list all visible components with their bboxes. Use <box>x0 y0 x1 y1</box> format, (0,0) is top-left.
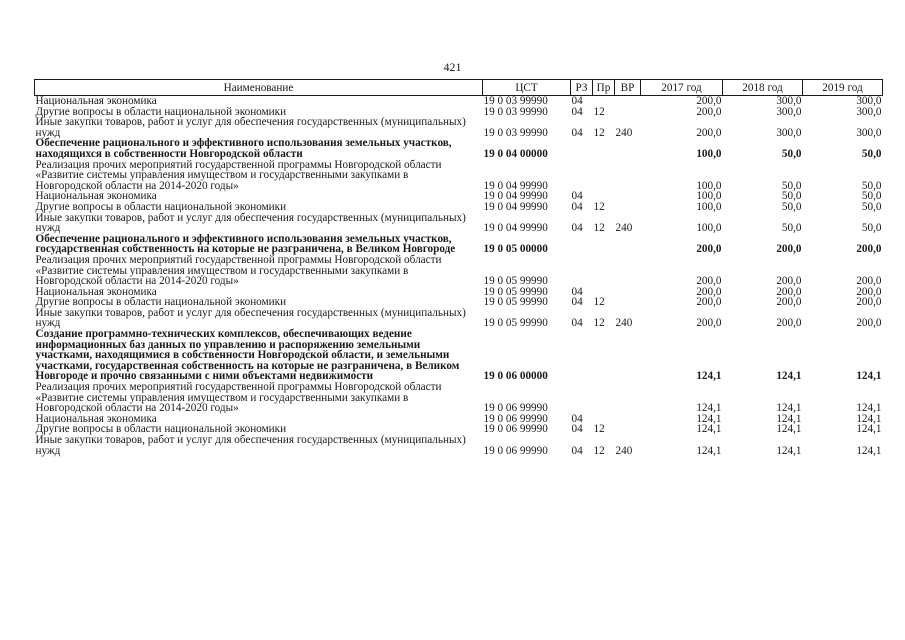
cell-2018: 50,0 <box>781 147 802 160</box>
cell-cst: 19 0 05 99990 <box>483 275 548 288</box>
cell-pr: 12 <box>593 200 605 213</box>
table-header-row <box>35 80 883 96</box>
cell-2018: 124,1 <box>776 402 802 415</box>
cell-2017: 200,0 <box>696 317 722 330</box>
cell-name: Реализация прочих мероприятий государственной программы Новгородской области «Развитие системы управления имуществом и государственными закупками в Новгородской области на 2014-2020 годы» <box>35 158 442 192</box>
cell-2018: 200,0 <box>776 317 802 330</box>
cell-name: Иные закупки товаров, работ и услуг для обеспечения государственных (муниципальных) нужд <box>35 306 466 330</box>
cell-rz <box>571 234 593 255</box>
cell-rz <box>571 255 593 287</box>
cell-name: Иные закупки товаров, работ и услуг для обеспечения государственных (муниципальных) нужд <box>35 434 466 457</box>
cell-vr <box>615 329 641 382</box>
cell-2018: 300,0 <box>776 105 802 118</box>
cell-2019: 200,0 <box>856 243 882 256</box>
cell-cst: 19 0 03 99990 <box>483 126 548 139</box>
cell-rz <box>571 382 593 414</box>
cell-2019: 124,1 <box>856 402 882 415</box>
cell-cst: 19 0 04 99990 <box>483 179 548 192</box>
cell-cst: 19 0 05 00000 <box>483 243 548 256</box>
cell-2018: 124,1 <box>776 444 802 457</box>
cell-2019: 124,1 <box>856 412 882 425</box>
cell-2019: 300,0 <box>856 126 882 139</box>
cell-name: Реализация прочих мероприятий государственной программы Новгородской области «Развитие системы управления имуществом и государственными закупками в Новгородской области на 2014-2020 годы» <box>35 381 442 415</box>
cell-2019: 50,0 <box>861 200 882 213</box>
cell-2018: 200,0 <box>776 275 802 288</box>
header-2018: 2018 год <box>723 80 803 96</box>
cell-2019: 50,0 <box>861 222 882 235</box>
cell-rz: 04 <box>571 423 583 436</box>
cell-2019: 200,0 <box>856 285 882 298</box>
cell-cst: 19 0 06 99990 <box>483 402 548 415</box>
cell-name: Национальная экономика <box>35 412 157 425</box>
cell-2018: 50,0 <box>781 222 802 235</box>
cell-2017: 200,0 <box>696 275 722 288</box>
cell-name: Иные закупки товаров, работ и услуг для обеспечения государственных (муниципальных) нужд <box>35 211 466 235</box>
header-vr: ВР <box>615 80 641 96</box>
cell-vr: 240 <box>615 222 633 235</box>
cell-2017: 124,1 <box>696 412 722 425</box>
cell-rz: 04 <box>571 200 583 213</box>
cell-rz <box>571 329 593 382</box>
cell-2017: 200,0 <box>696 105 722 118</box>
cell-2017: 100,0 <box>696 179 722 192</box>
cell-2017: 100,0 <box>696 190 722 203</box>
cell-2018: 300,0 <box>776 95 802 107</box>
cell-vr <box>615 234 641 255</box>
cell-2017: 200,0 <box>696 126 722 139</box>
cell-pr <box>593 96 615 107</box>
cell-cst: 19 0 04 99990 <box>483 222 548 235</box>
table-body <box>35 96 883 457</box>
cell-cst: 19 0 03 99990 <box>483 95 548 107</box>
cell-name: Обеспечение рационального и эффективного использования земельных участков, государственная собственность на которые не разграничена, в Великом Новгороде <box>35 232 456 256</box>
header-2017: 2017 год <box>641 80 723 96</box>
table-row <box>35 435 883 456</box>
cell-2019: 124,1 <box>856 423 882 436</box>
cell-2018: 124,1 <box>776 423 802 436</box>
cell-pr: 12 <box>593 317 605 330</box>
cell-pr: 12 <box>593 105 605 118</box>
cell-vr <box>615 382 641 414</box>
cell-rz: 04 <box>571 222 583 235</box>
cell-pr: 12 <box>593 444 605 457</box>
cell-vr <box>615 414 641 425</box>
cell-vr <box>615 202 641 213</box>
table-row <box>35 329 883 382</box>
cell-2018: 50,0 <box>781 179 802 192</box>
cell-2017: 124,1 <box>696 444 722 457</box>
table-row <box>35 160 883 192</box>
header-cst: ЦСТ <box>483 80 571 96</box>
cell-cst: 19 0 06 99990 <box>483 412 548 425</box>
cell-2018: 50,0 <box>781 190 802 203</box>
cell-2017: 100,0 <box>696 222 722 235</box>
cell-vr <box>615 160 641 192</box>
cell-pr <box>593 138 615 159</box>
cell-2017: 124,1 <box>696 423 722 436</box>
cell-2019: 124,1 <box>856 370 882 383</box>
cell-vr <box>615 287 641 298</box>
cell-2017: 200,0 <box>696 285 722 298</box>
cell-pr <box>593 329 615 382</box>
cell-name: Обеспечение рационального и эффективного использования земельных участков, находящихся в собственности Новгородской области <box>35 137 452 160</box>
cell-rz: 04 <box>571 285 583 298</box>
cell-pr: 12 <box>593 126 605 139</box>
header-2019: 2019 год <box>803 80 883 96</box>
cell-rz: 04 <box>571 317 583 330</box>
cell-name: Другие вопросы в области национальной экономики <box>35 105 287 118</box>
cell-rz: 04 <box>571 296 583 309</box>
cell-2017: 200,0 <box>696 95 722 107</box>
cell-cst: 19 0 05 99990 <box>483 285 548 298</box>
cell-vr <box>615 138 641 159</box>
cell-cst: 19 0 04 99990 <box>483 190 548 203</box>
cell-name: Другие вопросы в области национальной экономики <box>35 200 287 213</box>
cell-2019: 50,0 <box>861 147 882 160</box>
cell-cst: 19 0 04 00000 <box>483 147 548 160</box>
cell-cst: 19 0 06 99990 <box>483 444 548 457</box>
cell-2017: 124,1 <box>696 370 722 383</box>
cell-vr: 240 <box>615 444 633 457</box>
cell-2018: 200,0 <box>776 285 802 298</box>
cell-2019: 300,0 <box>856 95 882 107</box>
cell-2019: 50,0 <box>861 179 882 192</box>
cell-2018: 200,0 <box>776 243 802 256</box>
cell-rz <box>571 160 593 192</box>
cell-name: Другие вопросы в области национальной экономики <box>35 423 287 436</box>
cell-rz: 04 <box>571 105 583 118</box>
table-row <box>35 117 883 138</box>
cell-cst: 19 0 03 99990 <box>483 105 548 118</box>
cell-vr <box>615 96 641 107</box>
table-row <box>35 308 883 329</box>
cell-vr <box>615 297 641 308</box>
cell-pr <box>593 160 615 192</box>
cell-2018: 200,0 <box>776 296 802 309</box>
cell-vr <box>615 191 641 202</box>
cell-pr <box>593 234 615 255</box>
cell-rz: 04 <box>571 444 583 457</box>
cell-2017: 100,0 <box>696 200 722 213</box>
cell-cst: 19 0 05 99990 <box>483 296 548 309</box>
budget-table <box>34 79 883 456</box>
cell-cst: 19 0 04 99990 <box>483 200 548 213</box>
cell-name: Иные закупки товаров, работ и услуг для обеспечения государственных (муниципальных) нужд <box>35 116 466 139</box>
table-row <box>35 213 883 234</box>
cell-rz <box>571 138 593 159</box>
cell-name: Национальная экономика <box>35 190 157 203</box>
table-row <box>35 138 883 159</box>
cell-cst: 19 0 05 99990 <box>483 317 548 330</box>
cell-2019: 300,0 <box>856 105 882 118</box>
header-rz: РЗ <box>571 80 593 96</box>
cell-2017: 100,0 <box>696 147 722 160</box>
cell-cst: 19 0 06 00000 <box>483 370 548 383</box>
page-number: 421 <box>443 60 462 74</box>
cell-vr: 240 <box>615 126 633 139</box>
table-row <box>35 382 883 414</box>
cell-2019: 200,0 <box>856 296 882 309</box>
cell-pr: 12 <box>593 222 605 235</box>
cell-vr <box>615 424 641 435</box>
header-pr: Пр <box>593 80 615 96</box>
table-row <box>35 96 883 107</box>
table-row <box>35 202 883 213</box>
cell-2017: 200,0 <box>696 296 722 309</box>
cell-rz: 04 <box>571 190 583 203</box>
cell-pr: 12 <box>593 296 605 309</box>
cell-2018: 300,0 <box>776 126 802 139</box>
cell-2017: 200,0 <box>696 243 722 256</box>
cell-2017: 124,1 <box>696 402 722 415</box>
cell-2018: 124,1 <box>776 412 802 425</box>
cell-rz: 04 <box>571 95 583 107</box>
cell-pr <box>593 255 615 287</box>
cell-name: Создание программно-технических комплексов, обеспечивающих ведение информационных баз данных по управлению и распоряжению земельными участками, находящимися в собственности Новгородской области, и земельными участками, государственная собственность на которые не разграничена, в Великом Новгороде и прочно связанными с ними объектами недвижимости <box>35 328 460 383</box>
cell-pr <box>593 382 615 414</box>
header-name: Наименование <box>35 80 483 96</box>
cell-vr <box>615 107 641 118</box>
cell-2018: 50,0 <box>781 200 802 213</box>
cell-vr: 240 <box>615 317 633 330</box>
cell-2018: 124,1 <box>776 370 802 383</box>
cell-rz: 04 <box>571 412 583 425</box>
cell-2019: 200,0 <box>856 317 882 330</box>
cell-name: Другие вопросы в области национальной экономики <box>35 296 287 309</box>
cell-rz: 04 <box>571 126 583 139</box>
table-row <box>35 234 883 255</box>
cell-pr: 12 <box>593 423 605 436</box>
cell-2019: 50,0 <box>861 190 882 203</box>
table-row <box>35 255 883 287</box>
cell-vr <box>615 255 641 287</box>
cell-2019: 200,0 <box>856 275 882 288</box>
cell-2019: 124,1 <box>856 444 882 457</box>
cell-cst: 19 0 06 99990 <box>483 423 548 436</box>
cell-name: Национальная экономика <box>35 95 157 107</box>
cell-name: Реализация прочих мероприятий государственной программы Новгородской области «Развитие системы управления имуществом и государственными закупками в Новгородской области на 2014-2020 годы» <box>35 253 442 288</box>
cell-name: Национальная экономика <box>35 285 157 298</box>
